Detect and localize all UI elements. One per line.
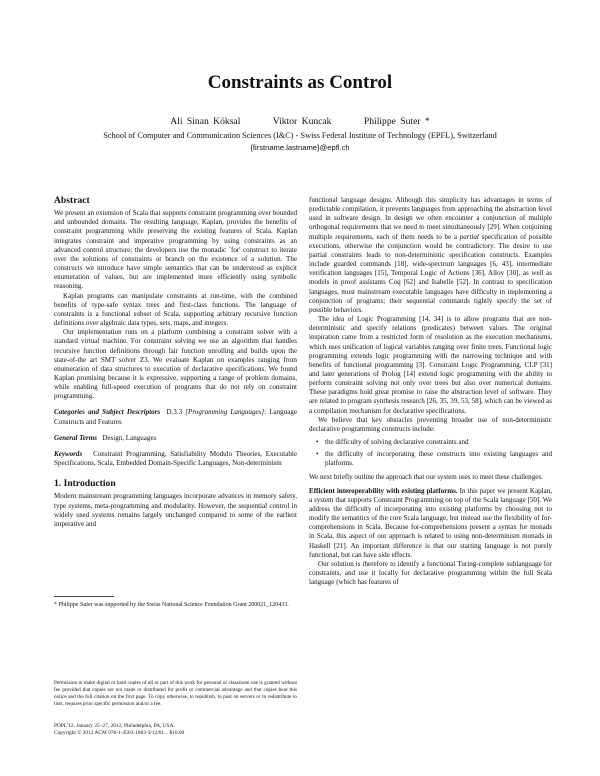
right-paragraph-1b: specification of possible executions, otherwise the conjunction would be contradictory. The desire to use partial constraints leads to non-deterministic specification constructs. Examples include guarded commands [18], wide-spectrum languages [6, 43], intermediate verification languages [15], Temporal Logic of Actions [36], Alloy [30], as well as models in proof assistants Coq [62] and Isabelle [52]. In contrast to specification languages, most mainstream executable languages have difficulty in implementing a conjunction of programs; their sequential commands tightly specify the set of possible behaviors. <box>309 232 552 314</box>
categories-italic: [Programming Languages] <box>185 408 265 417</box>
right-paragraph-5-text: In this paper we present Kaplan, a system that supports Constraint Programming on top of the Scala language [50]. We address the difficulty of incorporating into existing platforms by choosing not to modify the semantics of the core Scala language, but instead use the flexibility of for-comprehensions in Scala. Because for-comprehensions present a syntax for monads in Scala, this aspect of our approach is related to using non-determinism monads in Haskell [21]. An important difference is that our starting language is not purely functional, but can have side effects. <box>309 486 552 559</box>
right-paragraph-4: We next briefly outline the approach that our system uses to meet these challenges. <box>309 472 543 481</box>
affiliation: School of Computer and Communication Sciences (I&C) - Swiss Federal Institute of Technology (EPFL), Switzerland <box>103 131 497 140</box>
right-paragraph-1a: functional language designs. Although this simplicity has advantages in terms of predictable compilation, it prevents languages from approaching the abstraction level used in software design. In design we often encounter a conjunction of multiple orthogonal requirements that we need to meet simultaneously [29]. When conjoining multiple requirements, each of them needs to be a <box>309 196 552 241</box>
abstract-heading: Abstract <box>54 195 90 206</box>
general-terms-value: Design, Languages <box>102 433 157 442</box>
categories-line <box>54 408 297 426</box>
keywords-value: Constraint Programming, Satisfiability Modulo Theories, Executable Specifications, Scala, Embedded Domain-Specific Languages, Non-determinism <box>54 449 297 468</box>
copyright-line: Copyright © 2012 ACM 978-1-4503-1083-3/12/01... $10.00 <box>54 730 185 737</box>
abstract-paragraph-2: Kaplan programs can manipulate constraints at run-time, with the combined benefits of type-safe syntax trees and first-class functions. The language of constraints is a functional subset of Scala, supporting arbitrary recursive function definitions over algebraic data types, sets, maps, and integers. <box>54 291 297 328</box>
conference-line: POPL'12, January 25–27, 2012, Philadelphia, PA, USA. <box>54 723 175 729</box>
partial-emphasis: partial <box>459 232 479 241</box>
left-column <box>54 196 297 756</box>
right-paragraph-3: We believe that key obstacles preventing broader use of non-deterministic declarative programming constructs include: <box>309 415 552 433</box>
right-paragraph-6: Our solution is therefore to identify a functional Turing-complete sublanguage for constraints, and use it locally for declarative programming within the full Scala language (which has features of <box>309 559 552 587</box>
challenge-list <box>309 438 552 468</box>
funding-footnote: * Philippe Suter was supported by the Swiss National Science Foundation Grant 200021_120433. <box>54 602 289 608</box>
categories-code: D.3.3 <box>166 408 183 417</box>
abstract-paragraph-3: Our implementation runs on a platform combining a constraint solver with a standard virtual machine. For constraint solving we use an algorithm that handles recursive function definitions through fair function unrolling and builds upon the state-of-the art SMT solver Z3. We evaluate Kaplan on examples ranging from enumeration of data structures to execution of declarative specifications. We found Kaplan promising because it is expressive, supporting a range of problem domains, while enabling full-speed execution of programs that do not rely on constraint programming. <box>54 328 297 401</box>
list-item <box>316 438 552 447</box>
list-item-text: the difficulty of incorporating these constructs into existing languages and platforms. <box>325 450 552 468</box>
paper-title: Constraints as Control <box>207 72 393 93</box>
author-2: Viktor Kuncak <box>272 116 332 127</box>
abstract-paragraph-1: We present an extension of Scala that supports constraint programming over bounded and unbounded domains. The resulting language, Kaplan, provides the benefits of constraint programming while preserving the existing features of Scala. Kaplan integrates constraint and imperative programming by using constraints as an advanced control structure; the developers use the monadic `for' construct to iterate over the solutions of constraints or branch on the existence of a solution. The constructs we introduce have simple semantics that can be understood as explicit enumeration of values, but are implemented more efficiently using symbolic reasoning. <box>54 209 297 291</box>
conference-info <box>54 723 297 738</box>
bullet-icon: • <box>316 438 319 447</box>
footnote-rule <box>54 596 114 597</box>
right-column <box>309 196 552 587</box>
author-list <box>0 116 600 127</box>
categories-rest: : Language Constructs and Features <box>54 408 297 426</box>
right-paragraph-2: The idea of Logic Programming [14, 34] is to allow programs that are non-deterministic and specify relations (predicates) between values. The original inspiration came from a restricted form of resolution as the execution mechanisms, which uses unification of logical variables ranging over finite trees. Functional logic programming extends logic programming with the narrowing technique and with benefits of functional programming [3]. Constraint Logic Programming, CLP [31] and later generations of Prolog [14] extend logic programming with the ability to perform constraint solving not only over trees but also over numerical domains. These paradigms hold great promise to raise the abstraction level of software. They are related to program synthesis research [26, 35, 39, 53, 58], which can be viewed as a compilation mechanism for declarative specifications. <box>309 315 552 415</box>
keywords-label: Keywords <box>54 449 83 458</box>
categories-label: Categories and Subject Descriptors <box>54 408 161 417</box>
bullet-icon: • <box>316 450 319 459</box>
introduction-paragraph-1: Modern mainstream programming languages incorporate advances in memory safety, type systems, meta-programming and modularity. However, the sequential control in widely used systems remains largely unchanged compared to some of the earliest imperative and <box>54 492 297 528</box>
right-paragraph-1 <box>309 196 552 315</box>
permission-notice: Permission to make digital or hard copies of all or part of this work for personal or classroom use is granted without fee provided that copies are not made or distributed for profit or commercial advantage and that copies bear this notice and the full citation on the first page. To copy otherwise, to republish, to post on servers or to redistribute to lists, requires prior specific permission and/or a fee. <box>54 680 297 708</box>
author-1: Ali Sinan Köksal <box>170 116 241 127</box>
interoperability-heading: Efficient interoperability with existing platforms. <box>309 486 458 495</box>
list-item <box>316 450 552 468</box>
introduction-heading: 1. Introduction <box>54 478 116 490</box>
keywords-line <box>54 450 297 468</box>
email-address: {firstname.lastname}@epfl.ch <box>250 143 350 152</box>
general-terms-label: General Terms <box>54 433 98 442</box>
general-terms-line <box>54 434 297 443</box>
author-3: Philippe Suter * <box>363 116 430 127</box>
right-paragraph-5 <box>309 487 552 560</box>
list-item-text: the difficulty of solving declarative constraints and <box>325 438 469 447</box>
